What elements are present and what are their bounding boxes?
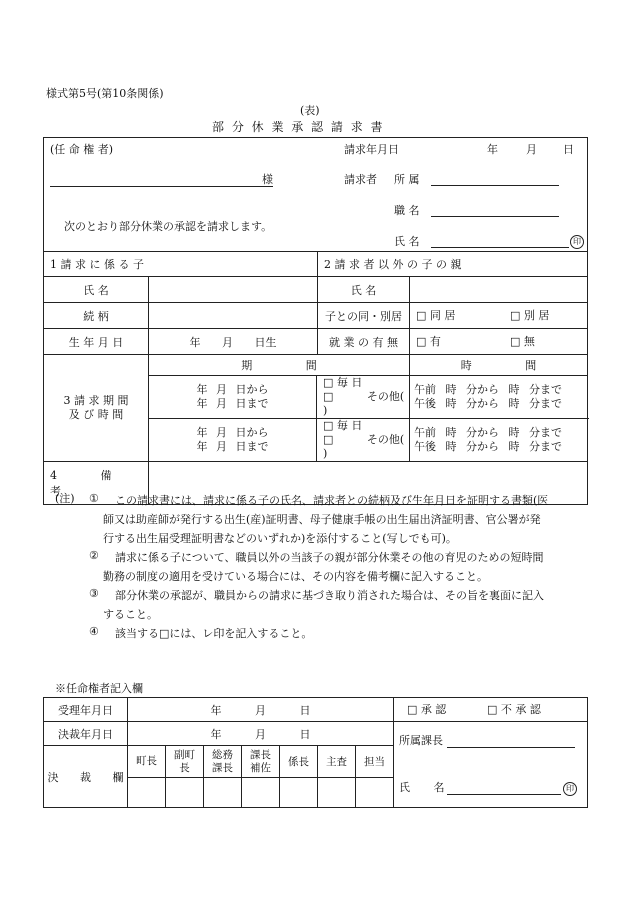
time-am: 午前 時 分から 時 分まで bbox=[414, 383, 562, 396]
approve-checkbox[interactable]: □ 承 認 bbox=[407, 703, 447, 716]
affiliation-label: 所 属 bbox=[394, 173, 420, 186]
note-line: 師又は助産師が発行する出生(産)証明書、母子健康手帳の出生届出済証明書、官公署が発 bbox=[103, 513, 541, 526]
stamp-cell-chief-officer[interactable] bbox=[318, 778, 356, 808]
relation-field[interactable] bbox=[149, 303, 318, 329]
period-from: 年 月 日から bbox=[196, 426, 269, 439]
period-row-2-frequency[interactable] bbox=[317, 419, 410, 462]
note-line: 部分休業の承認が、職員からの請求に基づき取り消された場合は、その旨を裏面に記入 bbox=[115, 589, 544, 602]
note-line: 勤務の制度の適用を受けている場合には、その内容を備考欄に記入すること。 bbox=[103, 570, 488, 583]
stamp-cell-deputy-mayor[interactable] bbox=[166, 778, 204, 808]
note-marker: ④ bbox=[89, 625, 99, 638]
role-deputy-mayor: 副町長 bbox=[166, 746, 204, 778]
page-title: 部 分 休 業 承 認 請 求 書 bbox=[212, 120, 385, 134]
form-number: 様式第5号(第10条関係) bbox=[46, 87, 164, 100]
authority-label: (任 命 権 者) bbox=[50, 143, 114, 156]
time-row-1[interactable] bbox=[410, 376, 588, 419]
stamp-cell-general-affairs-chief[interactable] bbox=[204, 778, 242, 808]
seal-mark: 印 bbox=[570, 235, 584, 249]
child-name-field[interactable] bbox=[149, 277, 318, 303]
request-form-table bbox=[43, 137, 588, 505]
birth-field[interactable]: 年 月 日生 bbox=[149, 329, 318, 355]
day-label: 日 bbox=[563, 143, 574, 156]
period-row-2-dates[interactable] bbox=[149, 419, 317, 462]
note-line: 該当する□には、レ印を記入すること。 bbox=[115, 627, 313, 640]
note-item-4 bbox=[89, 624, 585, 643]
note-marker: ② bbox=[89, 549, 99, 562]
section1-title: 1 請 求 に 係 る 子 bbox=[44, 252, 318, 277]
role-general-affairs-chief: 総務課長 bbox=[204, 746, 242, 778]
section2-title: 2 請 求 者 以 外 の 子 の 親 bbox=[318, 252, 588, 277]
other-checkbox[interactable]: □ その他( ) bbox=[323, 390, 405, 417]
note-marker: ① bbox=[89, 492, 99, 505]
employment-yes-checkbox[interactable]: □ 有 bbox=[416, 335, 441, 348]
role-assistant-chief: 課長補佐 bbox=[242, 746, 280, 778]
receipt-date-field[interactable]: 年 月 日 bbox=[128, 698, 394, 722]
authority-section-title: ※任命権者記入欄 bbox=[55, 682, 143, 695]
section3-title-line2: 及 び 時 間 bbox=[68, 408, 124, 421]
period-header: 期 間 bbox=[149, 355, 410, 376]
dept-head-field[interactable] bbox=[447, 747, 575, 748]
time-am: 午前 時 分から 時 分まで bbox=[414, 426, 562, 439]
parent-name-field[interactable] bbox=[410, 277, 588, 303]
other-checkbox[interactable]: □ その他( ) bbox=[323, 433, 405, 460]
employment-label: 就 業 の 有 無 bbox=[318, 329, 410, 355]
remarks-label: 4 備 考 bbox=[44, 462, 149, 505]
form-side: (表) bbox=[300, 104, 320, 117]
signature-name-label: 氏 名 bbox=[399, 781, 445, 794]
employment-options bbox=[410, 329, 588, 355]
period-to: 年 月 日まで bbox=[196, 397, 269, 410]
cohabit-label: 子との同・別居 bbox=[318, 303, 410, 329]
stamp-cell-assistant-chief[interactable] bbox=[242, 778, 280, 808]
position-label: 職 名 bbox=[394, 204, 420, 217]
time-pm: 午後 時 分から 時 分まで bbox=[414, 440, 562, 453]
section3-title bbox=[44, 355, 149, 462]
month-label: 月 bbox=[526, 143, 537, 156]
cohabit-same-checkbox[interactable]: □ 同 居 bbox=[416, 309, 456, 322]
note-marker: ③ bbox=[89, 587, 99, 600]
note-item-3 bbox=[89, 586, 585, 624]
role-staff-in-charge: 担当 bbox=[356, 746, 394, 778]
section3-title-line1: 3 請 求 期 間 bbox=[63, 394, 129, 407]
note-line: 請求に係る子について、職員以外の当該子の親が部分休業その他の育児のための短時間 bbox=[115, 551, 544, 564]
period-to: 年 月 日まで bbox=[196, 440, 269, 453]
cohabit-separate-checkbox[interactable]: □ 別 居 bbox=[510, 309, 550, 322]
period-row-1-dates[interactable] bbox=[149, 376, 317, 419]
role-chief-officer: 主査 bbox=[318, 746, 356, 778]
dept-head-label: 所属課長 bbox=[399, 734, 444, 747]
request-date-label: 請求年月日 bbox=[344, 143, 399, 156]
honorific: 様 bbox=[262, 173, 273, 186]
note-item-2 bbox=[89, 548, 585, 586]
decision-column-label: 決 裁 欄 bbox=[44, 746, 128, 808]
requester-label: 請求者 bbox=[344, 173, 377, 186]
period-row-1-frequency[interactable] bbox=[317, 376, 410, 419]
stamp-cell-staff-in-charge[interactable] bbox=[356, 778, 394, 808]
stamp-cell-mayor[interactable] bbox=[128, 778, 166, 808]
cohabit-options bbox=[410, 303, 588, 329]
disapprove-checkbox[interactable]: □ 不 承 認 bbox=[487, 703, 541, 716]
every-day-checkbox[interactable]: □ 毎 日 bbox=[323, 419, 363, 432]
birth-label: 生 年 月 日 bbox=[44, 329, 149, 355]
signature-block bbox=[394, 722, 588, 808]
child-name-label: 氏 名 bbox=[44, 277, 149, 303]
role-section-chief: 係長 bbox=[280, 746, 318, 778]
parent-name-label: 氏 名 bbox=[318, 277, 410, 303]
time-row-2[interactable] bbox=[410, 419, 588, 462]
every-day-checkbox[interactable]: □ 毎 日 bbox=[323, 376, 363, 389]
name-label: 氏 名 bbox=[394, 235, 420, 248]
decision-date-field[interactable]: 年 月 日 bbox=[128, 722, 394, 746]
role-mayor: 町長 bbox=[128, 746, 166, 778]
note-line: 行する出生届受理証明書などのいずれか)を添付すること(写しでも可)。 bbox=[103, 532, 457, 545]
request-statement: 次のとおり部分休業の承認を請求します。 bbox=[64, 220, 273, 233]
approval-options bbox=[394, 698, 588, 722]
receipt-date-label: 受理年月日 bbox=[44, 698, 128, 722]
authority-name-field[interactable] bbox=[50, 174, 273, 187]
time-pm: 午後 時 分から 時 分まで bbox=[414, 397, 562, 410]
affiliation-field[interactable] bbox=[431, 185, 559, 186]
stamp-cell-section-chief[interactable] bbox=[280, 778, 318, 808]
notes-label: (注) bbox=[55, 492, 75, 505]
requester-block bbox=[44, 138, 588, 252]
note-item-1 bbox=[89, 491, 585, 548]
note-line: すること。 bbox=[103, 608, 158, 621]
authority-table bbox=[43, 697, 588, 808]
period-from: 年 月 日から bbox=[196, 383, 269, 396]
decision-date-label: 決裁年月日 bbox=[44, 722, 128, 746]
note-line: この請求書には、請求に係る子の氏名、請求者との続柄及び生年月日を証明する書類(医 bbox=[115, 494, 549, 507]
position-field[interactable] bbox=[431, 216, 559, 217]
time-header: 時 間 bbox=[410, 355, 588, 376]
signature-name-field[interactable] bbox=[447, 794, 561, 795]
relation-label: 続 柄 bbox=[44, 303, 149, 329]
employment-no-checkbox[interactable]: □ 無 bbox=[510, 335, 535, 348]
year-label: 年 bbox=[487, 143, 498, 156]
requester-name-field[interactable] bbox=[431, 247, 569, 248]
seal-mark: 印 bbox=[563, 782, 577, 796]
